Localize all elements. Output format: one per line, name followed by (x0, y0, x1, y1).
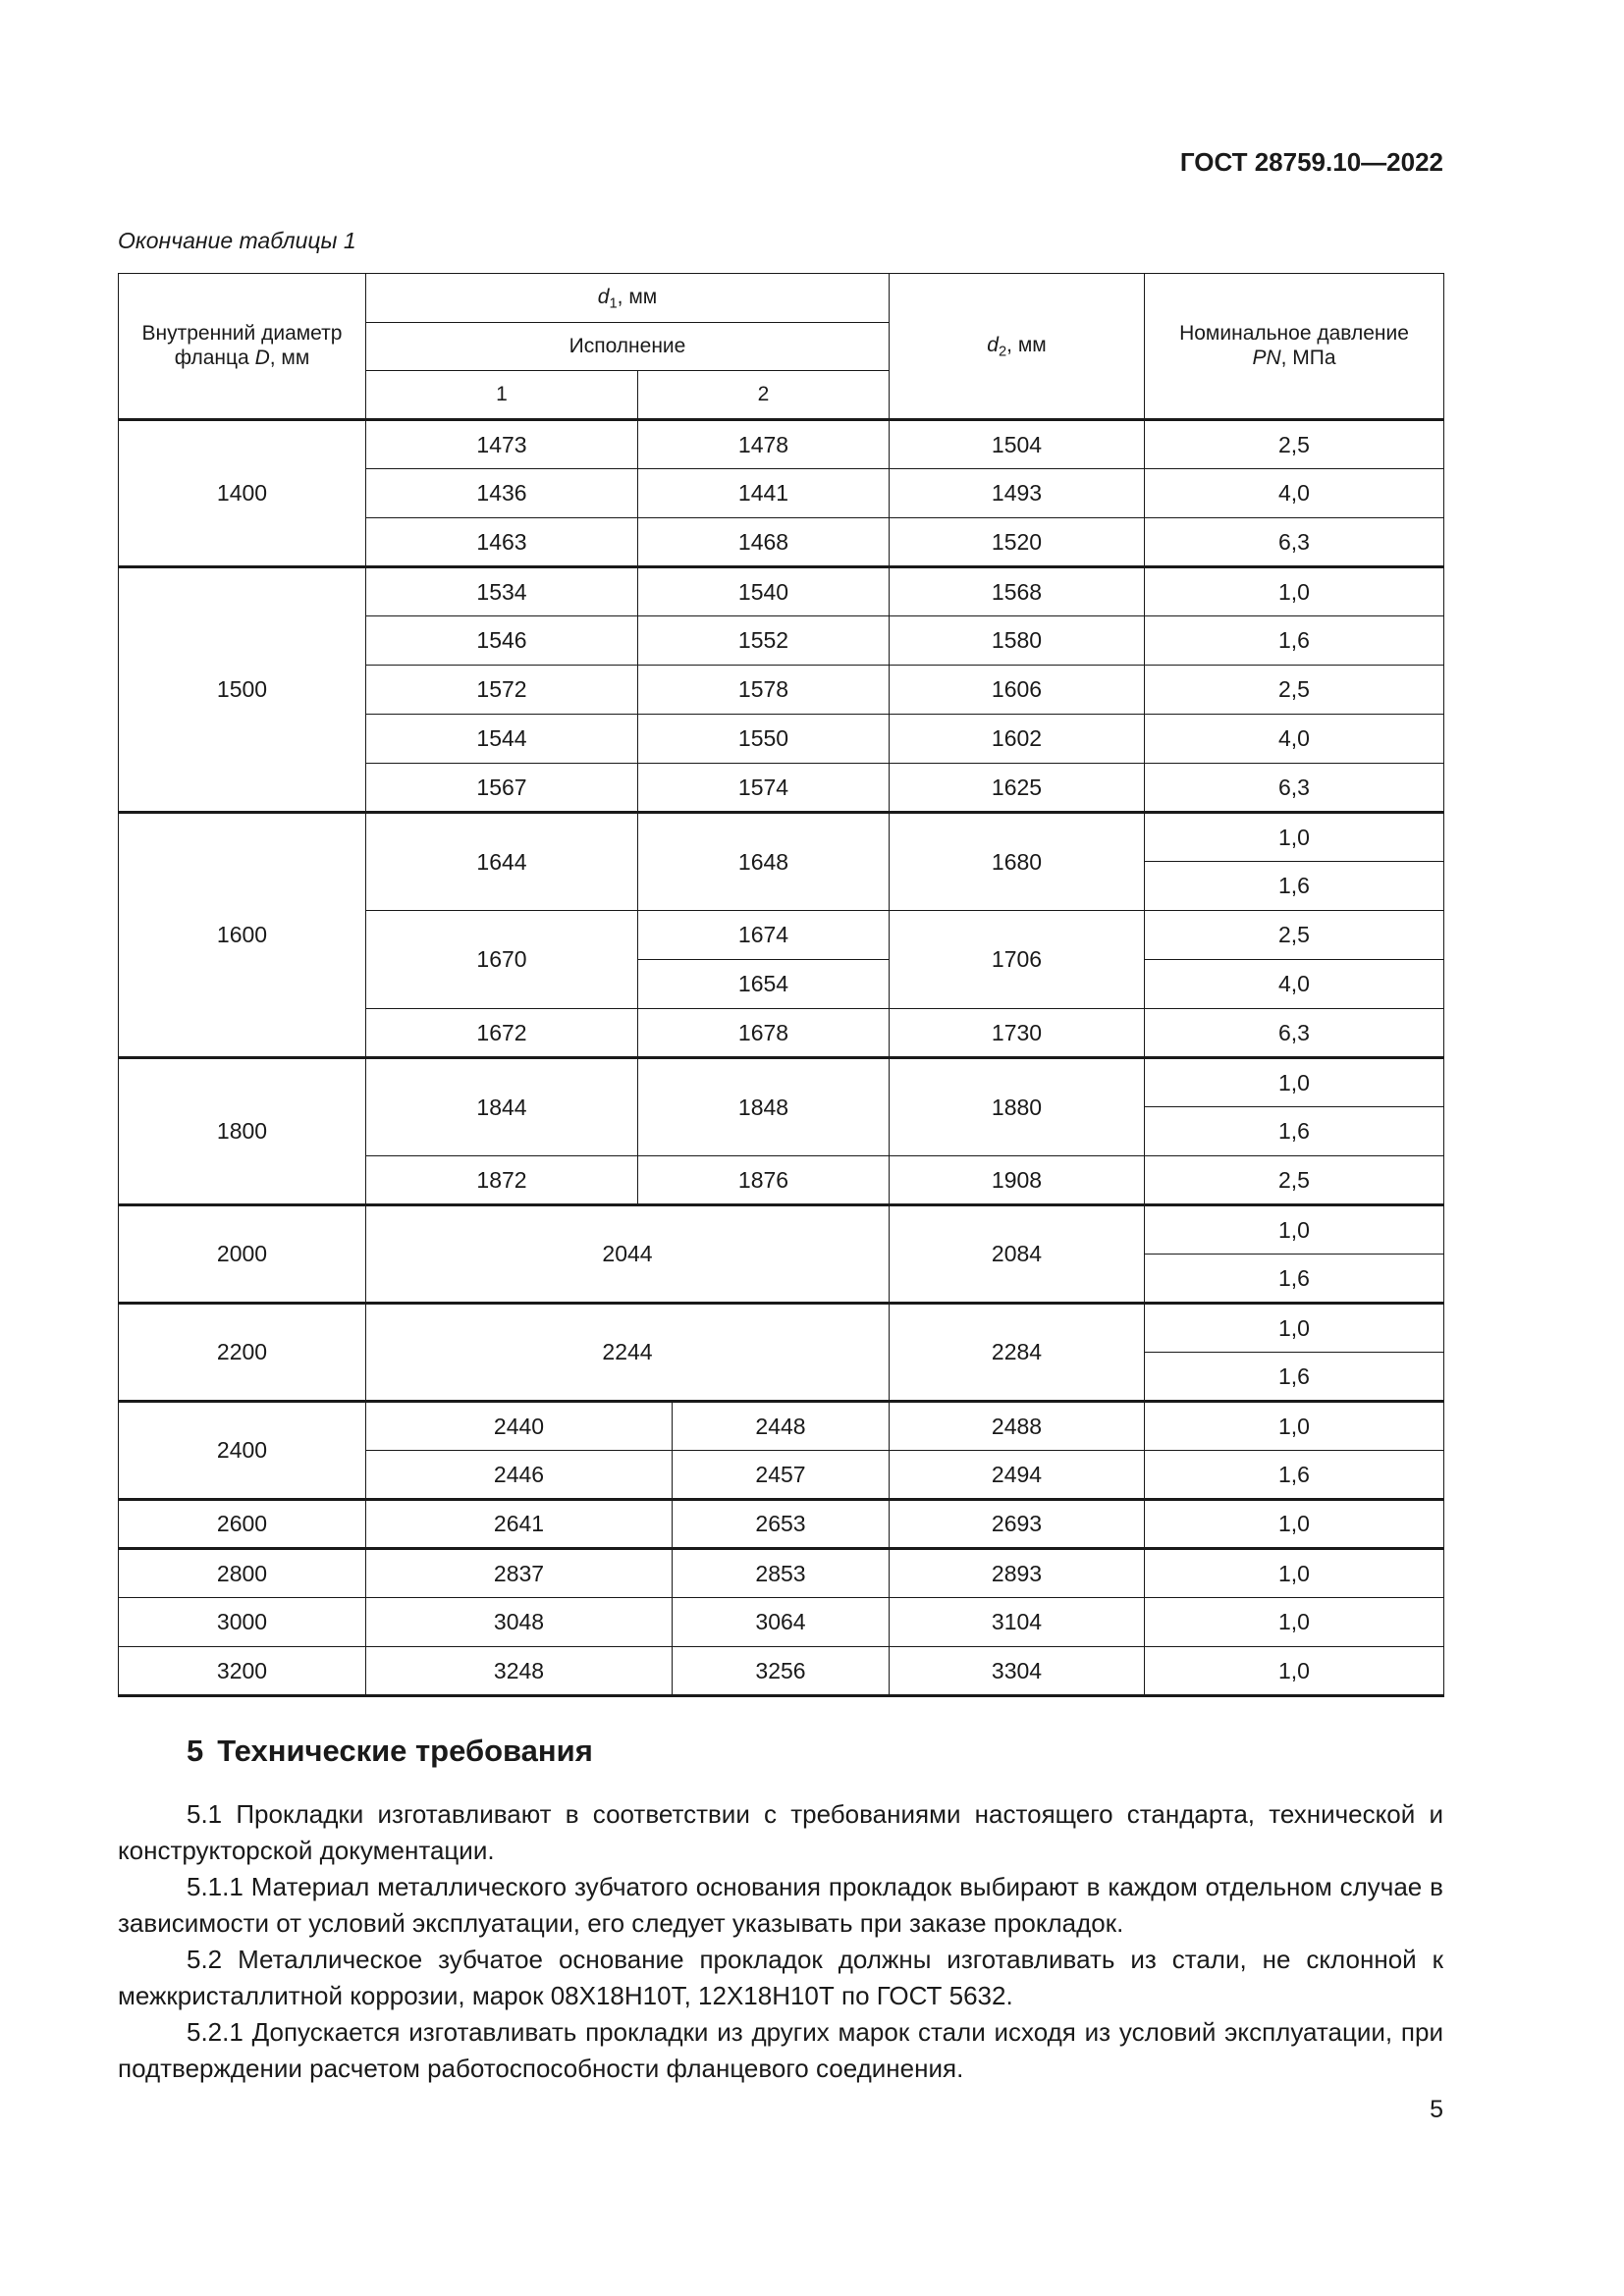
cell-d1-exec1: 3248 (366, 1647, 673, 1696)
cell-d2: 2693 (890, 1500, 1145, 1549)
cell-d1-exec1: 1463 (366, 518, 638, 567)
cell-d1-exec1: 3048 (366, 1598, 673, 1647)
cell-d1-exec2: 1478 (638, 420, 890, 469)
cell-d2: 3104 (890, 1598, 1145, 1647)
header-d2: $d_2$, мм (890, 274, 1145, 420)
cell-pressure: 1,0 (1145, 1402, 1444, 1451)
cell-d2: 1680 (890, 813, 1145, 911)
cell-d1-exec2: 1468 (638, 518, 890, 567)
cell-d2: 1730 (890, 1009, 1145, 1058)
section-heading (187, 1734, 593, 1769)
cell-diameter: 1600 (119, 813, 366, 1058)
cell-pressure: 1,0 (1145, 813, 1444, 862)
cell-d1-exec1: 1473 (366, 420, 638, 469)
cell-d2: 1606 (890, 666, 1145, 715)
cell-d1-exec2: 2653 (673, 1500, 890, 1549)
section-title-text: Технические требования (217, 1734, 593, 1768)
cell-d2: 2488 (890, 1402, 1145, 1451)
cell-diameter: 2600 (119, 1500, 366, 1549)
cell-d1-exec1: 2641 (366, 1500, 673, 1549)
cell-diameter: 1500 (119, 567, 366, 813)
cell-d2: 2494 (890, 1451, 1145, 1500)
cell-diameter: 2000 (119, 1205, 366, 1304)
cell-pressure: 1,6 (1145, 1353, 1444, 1402)
cell-d2: 1880 (890, 1058, 1145, 1156)
cell-pressure: 1,6 (1145, 862, 1444, 911)
cell-d1-exec2: 1848 (638, 1058, 890, 1156)
paragraph: 5.1 Прокладки изготавливают в соответствии с требованиями настоящего стандарта, технической и конструкторской документации. (118, 1799, 1443, 1865)
cell-pressure: 4,0 (1145, 469, 1444, 518)
cell-diameter: 3200 (119, 1647, 366, 1696)
cell-pressure: 1,0 (1145, 1647, 1444, 1696)
cell-d1-exec2: 1540 (638, 567, 890, 616)
cell-pressure: 1,0 (1145, 1304, 1444, 1353)
header-inner-diameter: Внутренний диаметр фланца D, мм (119, 274, 366, 420)
cell-pressure: 1,0 (1145, 1500, 1444, 1549)
cell-diameter: 1400 (119, 420, 366, 567)
cell-d1-exec1: 1672 (366, 1009, 638, 1058)
cell-d1-exec2: 2853 (673, 1549, 890, 1598)
cell-d1-exec2: 1578 (638, 666, 890, 715)
cell-d2: 1520 (890, 518, 1145, 567)
cell-d1-exec2: 2457 (673, 1451, 890, 1500)
cell-diameter: 2200 (119, 1304, 366, 1402)
cell-d1-exec2: 1441 (638, 469, 890, 518)
cell-pressure: 1,0 (1145, 1549, 1444, 1598)
cell-pressure: 2,5 (1145, 666, 1444, 715)
cell-pressure: 1,0 (1145, 1058, 1444, 1107)
cell-pressure: 6,3 (1145, 764, 1444, 813)
cell-pressure: 1,6 (1145, 616, 1444, 666)
cell-d2: 1625 (890, 764, 1145, 813)
cell-d1-exec1: 1436 (366, 469, 638, 518)
cell-d1-exec1: 1534 (366, 567, 638, 616)
cell-d1-exec2: 2448 (673, 1402, 890, 1451)
cell-d1-merged: 2244 (366, 1304, 890, 1402)
header-execution-1: 1 (366, 371, 638, 420)
cell-pressure: 4,0 (1145, 715, 1444, 764)
paragraph: 5.2.1 Допускается изготавливать прокладки из других марок стали исходя из условий эксплуатации, при подтверждении расчетом работоспособности фланцевого соединения. (118, 2017, 1443, 2083)
header-execution: Исполнение (366, 323, 890, 371)
cell-pressure: 2,5 (1145, 911, 1444, 960)
cell-pressure: 6,3 (1145, 518, 1444, 567)
cell-pressure: 6,3 (1145, 1009, 1444, 1058)
section-number: 5 (187, 1734, 204, 1768)
cell-d1-exec2: 1674 (638, 911, 890, 960)
page-number: 5 (1430, 2096, 1443, 2123)
cell-d1-exec2: 1876 (638, 1156, 890, 1205)
cell-d2: 1504 (890, 420, 1145, 469)
cell-pressure: 1,6 (1145, 1107, 1444, 1156)
cell-d1-exec1: 1670 (366, 911, 638, 1009)
cell-d2: 1568 (890, 567, 1145, 616)
cell-pressure: 1,0 (1145, 567, 1444, 616)
cell-d1-exec2: 1648 (638, 813, 890, 911)
cell-d2: 2893 (890, 1549, 1145, 1598)
document-id: ГОСТ 28759.10—2022 (1179, 147, 1443, 177)
cell-d1-exec1: 1844 (366, 1058, 638, 1156)
table-caption: Окончание таблицы 1 (118, 228, 356, 253)
section-body (118, 1796, 1443, 2087)
cell-d1-exec1: 1572 (366, 666, 638, 715)
cell-pressure: 1,6 (1145, 1451, 1444, 1500)
cell-d1-exec1: 1546 (366, 616, 638, 666)
cell-diameter: 2800 (119, 1549, 366, 1598)
cell-d1-exec1: 2837 (366, 1549, 673, 1598)
cell-d2: 1908 (890, 1156, 1145, 1205)
cell-pressure: 4,0 (1145, 960, 1444, 1009)
cell-d1-exec1: 1567 (366, 764, 638, 813)
cell-d2: 1493 (890, 469, 1145, 518)
cell-pressure: 1,6 (1145, 1255, 1444, 1304)
cell-d1-exec2: 1654 (638, 960, 890, 1009)
cell-pressure: 2,5 (1145, 1156, 1444, 1205)
cell-d1-exec2: 3256 (673, 1647, 890, 1696)
cell-d1-merged: 2044 (366, 1205, 890, 1304)
header-nominal-pressure: Номинальное давление PN, МПа (1145, 274, 1444, 420)
cell-d1-exec2: 1552 (638, 616, 890, 666)
cell-d2: 1580 (890, 616, 1145, 666)
cell-d1-exec1: 1544 (366, 715, 638, 764)
cell-d1-exec2: 1678 (638, 1009, 890, 1058)
cell-pressure: 1,0 (1145, 1598, 1444, 1647)
cell-pressure: 1,0 (1145, 1205, 1444, 1255)
cell-diameter: 1800 (119, 1058, 366, 1205)
cell-d2: 1602 (890, 715, 1145, 764)
paragraph: 5.1.1 Материал металлического зубчатого основания прокладок выбирают в каждом отдельном случае в зависимости от условий эксплуатации, его следует указывать при заказе прокладок. (118, 1872, 1443, 1938)
header-d1: $d_1$, мм (366, 274, 890, 323)
cell-pressure: 2,5 (1145, 420, 1444, 469)
cell-d1-exec1: 2446 (366, 1451, 673, 1500)
cell-d2: 3304 (890, 1647, 1145, 1696)
cell-d1-exec1: 1644 (366, 813, 638, 911)
cell-d2: 2284 (890, 1304, 1145, 1402)
cell-d1-exec2: 3064 (673, 1598, 890, 1647)
cell-d1-exec2: 1550 (638, 715, 890, 764)
cell-diameter: 2400 (119, 1402, 366, 1500)
cell-d2: 1706 (890, 911, 1145, 1009)
cell-d1-exec1: 2440 (366, 1402, 673, 1451)
cell-d1-exec1: 1872 (366, 1156, 638, 1205)
header-execution-2: 2 (638, 371, 890, 420)
cell-d2: 2084 (890, 1205, 1145, 1304)
paragraph: 5.2 Металлическое зубчатое основание прокладок должны изготавливать из стали, не склонной к межкристаллитной коррозии, марок 08Х18Н10Т, 12Х18Н10Т по ГОСТ 5632. (118, 1945, 1443, 2010)
cell-d1-exec2: 1574 (638, 764, 890, 813)
flange-gasket-table (118, 273, 1444, 1697)
cell-diameter: 3000 (119, 1598, 366, 1647)
